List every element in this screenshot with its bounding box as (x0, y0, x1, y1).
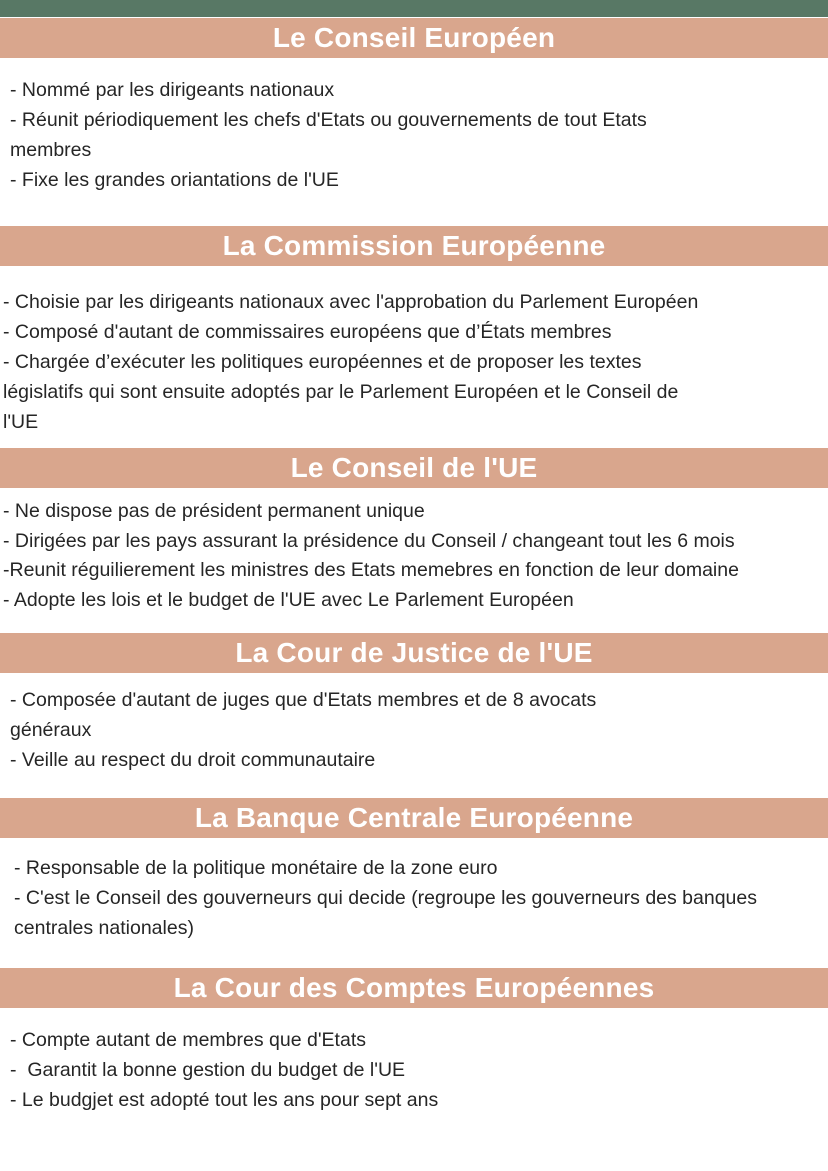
section-body (0, 287, 828, 437)
section-body (0, 1025, 828, 1115)
text-line: - Réunit périodiquement les chefs d'Etats ou gouvernements de tout Etats (10, 109, 647, 131)
text-line: - Dirigées par les pays assurant la présidence du Conseil / changeant tout les 6 mois (3, 529, 735, 552)
section-body (0, 75, 828, 195)
text-line: législatifs qui sont ensuite adoptés par le Parlement Européen et le Conseil de (3, 381, 679, 403)
top-bar (0, 0, 828, 17)
text-line: - Compte autant de membres que d'Etats (10, 1029, 366, 1051)
section-body (0, 685, 828, 775)
text-line: - Ne dispose pas de président permanent unique (3, 500, 425, 522)
text-line: - Adopte les lois et le budget de l'UE avec Le Parlement Européen (3, 588, 574, 611)
section-body (0, 853, 828, 943)
text-line: - Nommé par les dirigeants nationaux (10, 79, 335, 101)
text-line: - Responsable de la politique monétaire de la zone euro (14, 857, 498, 879)
text-line: - C'est le Conseil des gouverneurs qui decide (regroupe les gouverneurs des banques (14, 887, 757, 909)
section-title: La Banque Centrale Européenne (0, 798, 828, 838)
section-commission-europeenne (0, 226, 828, 437)
section-cour-comptes (0, 968, 828, 1115)
text-line: - Chargée d’exécuter les politiques européennes et de proposer les textes (3, 351, 642, 373)
text-line: -Reunit réguilierement les ministres des Etats memebres en fonction de leur domaine (3, 559, 739, 581)
section-title: Le Conseil de l'UE (0, 448, 828, 488)
text-line: - Composée d'autant de juges que d'Etats membres et de 8 avocats (10, 689, 597, 711)
text-line: - Garantit la bonne gestion du budget de l'UE (10, 1059, 406, 1081)
text-line: - Fixe les grandes oriantations de l'UE (10, 169, 339, 191)
section-banque-centrale (0, 798, 828, 943)
text-line: - Composé d'autant de commissaires européens que d’États membres (3, 321, 612, 343)
section-title: La Cour des Comptes Européennes (0, 968, 828, 1008)
section-conseil-europeen (0, 18, 828, 195)
section-title: La Commission Européenne (0, 226, 828, 266)
section-body (0, 497, 828, 615)
section-title: Le Conseil Européen (0, 18, 828, 58)
text-line: - Le budgjet est adopté tout les ans pour sept ans (10, 1089, 439, 1111)
text-line: centrales nationales) (14, 917, 194, 939)
text-line: - Veille au respect du droit communautaire (10, 749, 376, 771)
section-title: La Cour de Justice de l'UE (0, 633, 828, 673)
text-line: généraux (10, 719, 92, 741)
text-line: l'UE (3, 411, 39, 433)
text-line: - Choisie par les dirigeants nationaux avec l'approbation du Parlement Européen (3, 291, 699, 313)
section-conseil-ue (0, 448, 828, 615)
section-cour-justice (0, 633, 828, 775)
text-line: membres (10, 139, 92, 161)
